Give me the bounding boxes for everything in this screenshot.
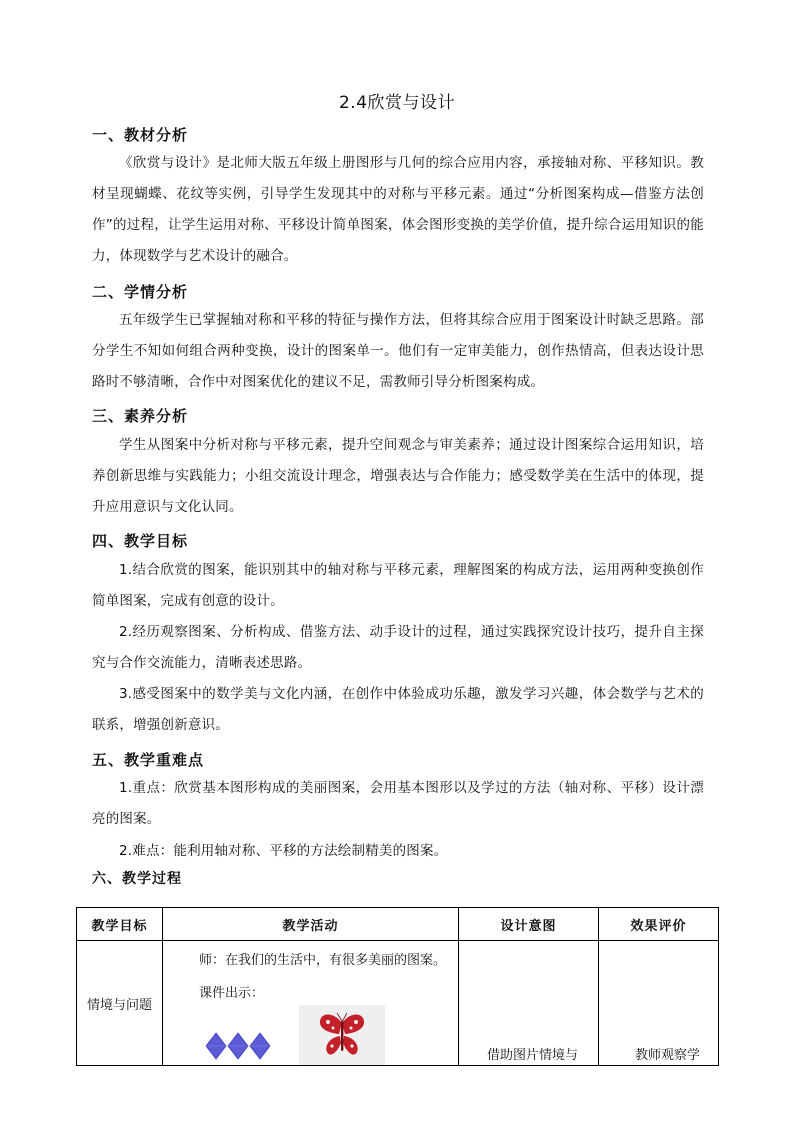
page-title: 2.4欣赏与设计 [338,93,456,113]
diamond-pattern-image [205,1031,271,1061]
header-evaluation: 效果评价 [599,908,719,941]
goal-item-1: 1.结合欣赏的图案，能识别其中的轴对称与平移元素，理解图案的构成方法，运用两种变换创作简单图案，完成有创意的设计。 [92,562,704,609]
key-point-item: 1.重点：欣赏基本图形构成的美丽图案，会用基本图形以及学过的方法（轴对称、平移）设计漂亮的图案。 [92,780,704,827]
heading-teaching-process: 六、教学过程 [92,871,182,887]
header-goal: 教学目标 [77,908,163,941]
goal-item-2: 2.经历观察图案、分析构成、借鉴方法、动手设计的过程，通过实践探究设计技巧，提升自主探究与合作交流能力，清晰表述思路。 [92,624,704,671]
header-activity: 教学活动 [163,908,459,941]
activity-line-1: 师：在我们的生活中，有很多美丽的图案。 [199,953,447,968]
cell-evaluation [599,941,719,1066]
heading-teaching-goals: 四、教学目标 [92,532,189,550]
para-student-analysis: 五年级学生已掌握轴对称和平移的特征与操作方法，但将其综合应用于图案设计时缺乏思路。部分学生不知如何组合两种变换，设计的图案单一。他们有一定审美能力，创作热情高，但表达设计思路时不够清晰，合作中对图案优化的建议不足，需教师引导分析图案构成。 [92,312,704,390]
table-header-row [77,908,719,941]
heading-student-analysis: 二、学情分析 [92,283,189,301]
intent-text: 借助图片情境与 [487,1048,579,1063]
para-literacy-analysis: 学生从图案中分析对称与平移元素，提升空间观念与审美素养；通过设计图案综合运用知识，培养创新思维与实践能力；小组交流设计理念，增强表达与合作能力；感受数学美在生活中的体现，提升应用意识与文化认同。 [92,437,704,515]
difficulty-item: 2.难点：能利用轴对称、平移的方法绘制精美的图案。 [119,843,448,859]
table-row [77,941,719,1066]
evaluation-text: 教师观察学 [635,1048,701,1063]
cell-goal: 情境与问题 [77,941,163,1066]
heading-key-difficulties: 五、教学重难点 [92,751,205,769]
activity-line-2: 课件出示： [199,986,265,1001]
goal-item-3: 3.感受图案中的数学美与文化内涵，在创作中体验成功乐趣，激发学习兴趣，体会数学与艺术的联系，增强创新意识。 [92,686,704,733]
cell-activity [163,941,459,1066]
para-textbook-analysis: 《欣赏与设计》是北师大版五年级上册图形与几何的综合应用内容，承接轴对称、平移知识。教材呈现蝴蝶、花纹等实例，引导学生发现其中的对称与平移元素。通过“分析图案构成—借鉴方法创作”的过程，让学生运用对称、平移设计简单图案，体会图形变换的美学价值，提升综合运用知识的能力，体现数学与艺术设计的融合。 [92,155,704,264]
butterfly-icon [299,1005,385,1065]
header-intent: 设计意图 [459,908,599,941]
teaching-process-table [76,907,719,1066]
heading-literacy-analysis: 三、素养分析 [92,407,189,425]
cell-intent [459,941,599,1066]
butterfly-image [299,1005,385,1065]
heading-textbook-analysis: 一、教材分析 [92,126,189,144]
